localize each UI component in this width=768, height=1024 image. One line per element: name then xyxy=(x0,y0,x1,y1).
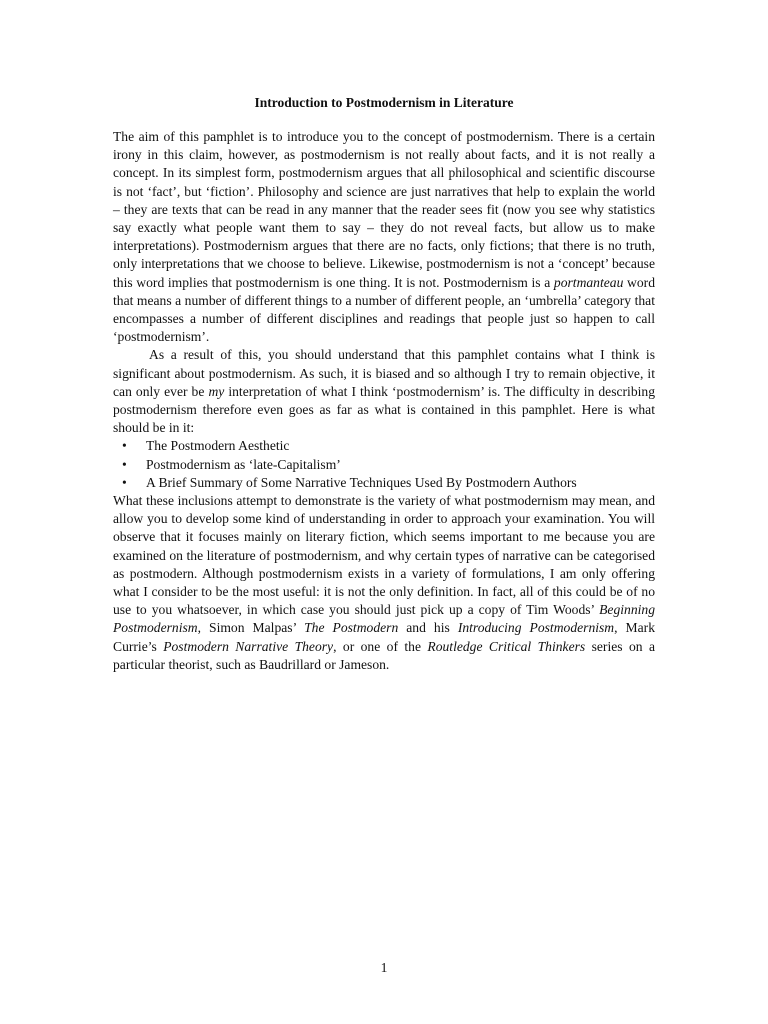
series-title-routledge-critical-thinkers: Routledge Critical Thinkers xyxy=(427,638,586,654)
paragraph-result-text: As a result of this, you should understand that this pamphlet contains what I think is significant about postmodernism. As such, it is biased and so although I try to remain objective, it can only ever be xyxy=(113,347,655,399)
page-number: 1 xyxy=(380,960,388,975)
italic-portmanteau: portmanteau xyxy=(553,274,624,290)
paragraph-inclusions-text: series on a particular theorist, such as Baudrillard or Jameson. xyxy=(113,638,655,672)
list-item-text: The Postmodern Aesthetic xyxy=(146,438,290,454)
list-item xyxy=(113,456,655,474)
italic-my: my xyxy=(208,383,225,399)
paragraph-intro-text: The aim of this pamphlet is to introduce you to the concept of postmodernism. There is a certain irony in this claim, however, as postmodernism is not really about facts, and it is not really a concept. In its simplest form, postmodernism argues that all philosophical and scientific discourse is not ‘fact’, but ‘fiction’. Philosophy and science are just narratives that help to explain the world – they are texts that can be read in any manner that the reader sees fit (now you see why statistics say exactly what people want them to say – they do not reveal facts, but allow us to make interpretations). Postmodernism argues that there are no facts, only fictions; that there is no truth, only interpretations that we choose to believe. Likewise, postmodernism is not a ‘concept’ because this word implies that postmodernism is one thing. It is not. Postmodernism is a xyxy=(113,129,655,290)
paragraph-intro xyxy=(113,128,655,346)
paragraph-inclusions-text: , Simon Malpas’ xyxy=(197,620,305,636)
bullet-icon: • xyxy=(122,474,127,490)
document-body xyxy=(113,128,655,674)
book-title-the-postmodern: The Postmodern xyxy=(304,620,399,636)
paragraph-inclusions-text: and his xyxy=(398,620,458,636)
book-title-beginning-postmodernism: Beginning Postmodernism xyxy=(113,602,655,636)
paragraph-intro-end: word that means a number of different things to a number of different people, an ‘umbrella’ category that encompasses a number of different disciplines and readings that people just so happen to call ‘postmodernism’. xyxy=(113,274,655,345)
contents-list xyxy=(113,437,655,492)
paragraph-inclusions-text: , Mark Currie’s xyxy=(113,620,655,654)
document-title: Introduction to Postmodernism in Literature xyxy=(254,95,514,110)
paragraph-inclusions-text: What these inclusions attempt to demonstrate is the variety of what postmodernism may mean, and allow you to develop some kind of understanding in order to approach your examination. You will observe that it focuses mainly on literary fiction, which seems important to me because you are examined on the literature of postmodernism, and why certain types of narrative can be categorised as postmodern. Although postmodernism exists in a variety of formulations, I am only offering what I consider to be the most useful: it is not the only definition. In fact, all of this could be of no use to you whatsoever, in which case you should just pick up a copy of Tim Woods’ xyxy=(113,493,655,618)
book-title-introducing-postmodernism: Introducing Postmodernism xyxy=(457,620,615,636)
bullet-icon: • xyxy=(122,456,127,472)
list-item-text: Postmodernism as ‘late-Capitalism’ xyxy=(146,456,341,472)
paragraph-inclusions-text: , or one of the xyxy=(333,638,428,654)
list-item xyxy=(113,474,655,492)
bullet-icon: • xyxy=(122,438,127,454)
paragraph-result xyxy=(113,346,655,437)
list-item-text: A Brief Summary of Some Narrative Techniques Used By Postmodern Authors xyxy=(146,474,577,490)
paragraph-result-end: interpretation of what I think ‘postmodernism’ is. The difficulty in describing postmodernism therefore even goes as far as what is contained in this pamphlet. Here is what should be in it: xyxy=(113,383,655,436)
list-item xyxy=(113,437,655,455)
paragraph-inclusions xyxy=(113,492,655,674)
book-title-postmodern-narrative-theory: Postmodern Narrative Theory xyxy=(163,638,334,654)
